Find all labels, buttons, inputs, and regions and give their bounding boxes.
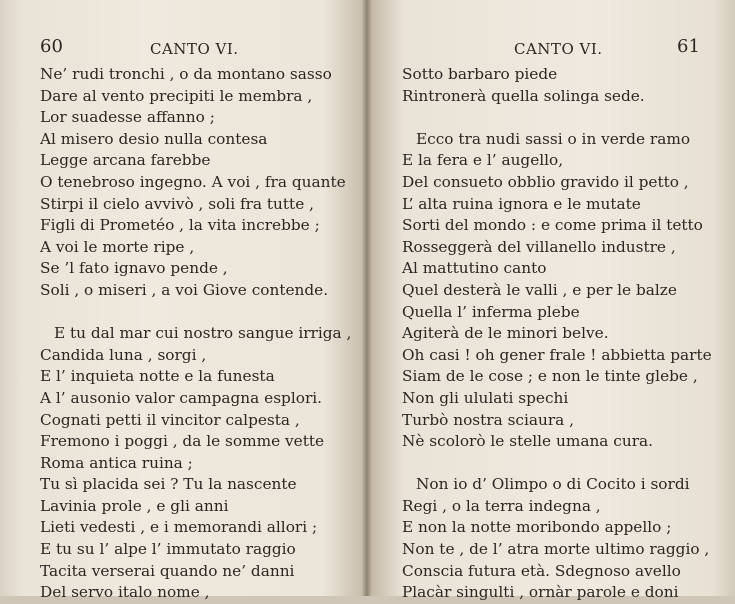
verse-line: Placàr singulti , ornàr parole e doni — [402, 583, 679, 602]
verse-line: Sotto barbaro piede — [402, 65, 558, 83]
verse-line: Figli di Prometéo , la vita increbbe ; — [40, 216, 320, 235]
verse-line: E tu su l’ alpe l’ immutato raggio — [40, 540, 296, 559]
verse-line: Al mattutino canto — [402, 259, 547, 278]
verse-line: Lieti vedesti , e i memorandi allori ; — [40, 518, 318, 537]
left-page-number: 60 — [40, 36, 63, 57]
verse-line: Oh casi ! oh gener frale ! abbietta parte — [402, 345, 712, 364]
verse-line: Lor suadesse affanno ; — [40, 108, 215, 127]
verse-line: Regi , o la terra indegna , — [402, 496, 601, 515]
verse-line: Legge arcana farebbe — [40, 151, 211, 170]
right-poem-text — [402, 64, 712, 604]
stanza-break — [40, 302, 351, 324]
verse-line: Quella l’ inferma plebe — [402, 302, 580, 321]
verse-line: Ecco tra nudi sassi o in verde ramo — [416, 129, 691, 148]
verse-line: Candida luna , sorgi , — [40, 345, 207, 364]
right-page-number: 61 — [677, 36, 700, 57]
verse-line: Lavinia prole , e gli anni — [40, 496, 229, 515]
verse-line: A l’ ausonio valor campagna esplori. — [40, 388, 323, 407]
verse-line: Siam de le cose ; e non le tinte glebe , — [402, 367, 698, 386]
verse-line: Al misero desio nulla contesa — [40, 129, 268, 148]
stanza-break — [402, 453, 712, 475]
verse-line: Agiterà de le minori belve. — [402, 324, 609, 343]
verse-line: Turbò nostra sciaura , — [402, 410, 575, 429]
verse-line: Ne’ rudi tronchi , o da montano sasso — [40, 65, 332, 83]
verse-line: Del consueto obblio gravido il petto , — [402, 172, 689, 191]
verse-line: O tenebroso ingegno. A voi , fra quante — [40, 172, 346, 191]
verse-line: E l’ inquieta notte e la funesta — [40, 367, 275, 386]
verse-line: Del servo italo nome , — [40, 583, 210, 602]
verse-line: Nè scolorò le stelle umana cura. — [402, 432, 653, 451]
left-page — [0, 0, 368, 602]
verse-line: Quel desterà le valli , e per le balze — [402, 280, 677, 299]
verse-line: E la fera e l’ augello, — [402, 151, 564, 170]
verse-line: Fremono i poggi , da le somme vette — [40, 432, 325, 451]
verse-line: Soli , o miseri , a voi Giove contende. — [40, 280, 329, 299]
verse-line: Rintronerà quella solinga sede. — [402, 86, 645, 105]
verse-line: Tacita verserai quando ne’ danni — [40, 561, 295, 580]
verse-line: Non gli ululati spechi — [402, 388, 569, 407]
verse-line: Cognati petti il vincitor calpesta , — [40, 410, 300, 429]
left-poem-text — [40, 64, 351, 604]
stanza-break — [402, 107, 712, 129]
verse-line: E tu dal mar cui nostro sangue irriga , — [54, 324, 352, 343]
verse-line: Non io d’ Olimpo o di Cocito i sordi — [416, 475, 690, 494]
verse-line: E non la notte moribondo appello ; — [402, 518, 672, 537]
verse-line: Stirpi il cielo avvivò , soli fra tutte , — [40, 194, 314, 213]
verse-line: L’ alta ruina ignora e le mutate — [402, 194, 641, 213]
right-page — [372, 0, 735, 602]
verse-line: Roma antica ruina ; — [40, 453, 193, 472]
verse-line: Tu sì placida sei ? Tu la nascente — [40, 475, 297, 494]
verse-line: Conscia futura età. Sdegnoso avello — [402, 561, 681, 580]
right-running-header: CANTO VI. — [514, 40, 603, 58]
verse-line: Sorti del mondo : e come prima il tetto — [402, 216, 703, 235]
left-running-header: CANTO VI. — [150, 40, 239, 58]
verse-line: Rosseggerà del villanello industre , — [402, 237, 676, 256]
verse-line: A voi le morte ripe , — [40, 237, 195, 256]
verse-line: Se ’l fato ignavo pende , — [40, 259, 228, 278]
verse-line: Dare al vento precipiti le membra , — [40, 86, 313, 105]
verse-line: Non te , de l’ atra morte ultimo raggio , — [402, 540, 710, 559]
